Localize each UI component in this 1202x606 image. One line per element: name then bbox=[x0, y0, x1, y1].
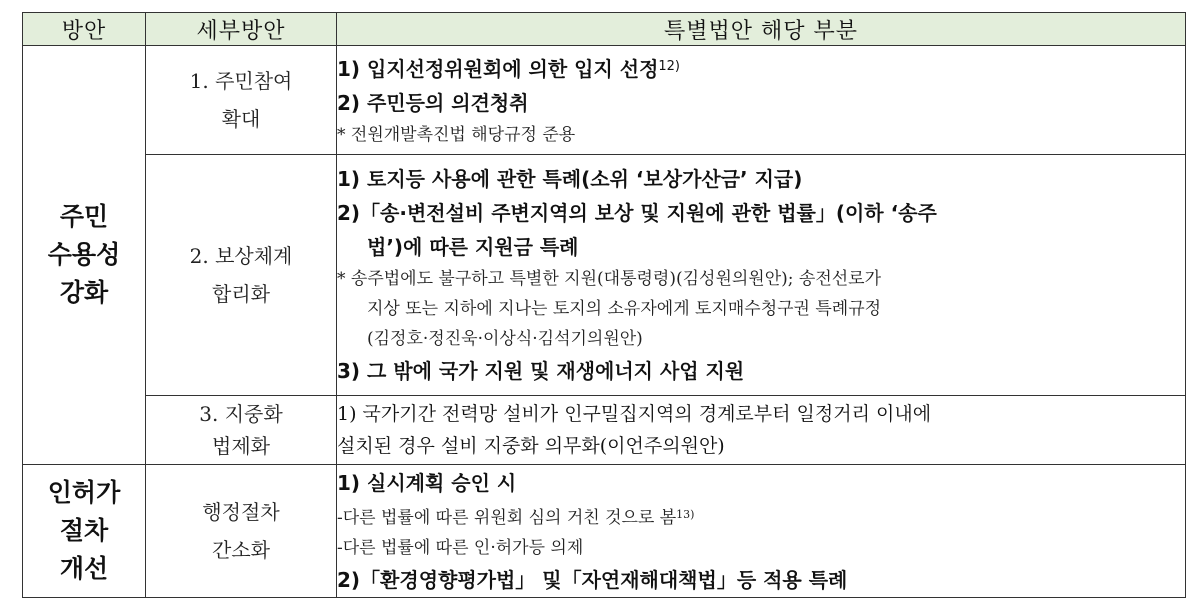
table-row bbox=[23, 46, 1186, 155]
category-label-line: 주민 bbox=[59, 202, 109, 231]
category-label-line: 절차 bbox=[59, 516, 109, 545]
table-row bbox=[23, 465, 1186, 598]
content-line: 설치된 경우 설비 지중화 의무화(이언주의원안) bbox=[337, 435, 725, 457]
category-permit-procedure bbox=[23, 465, 146, 598]
content-item-continuation: 법’)에 따른 지원금 특례 bbox=[367, 235, 579, 259]
content-item: 3) 그 밖에 국가 지원 및 재생에너지 사업 지원 bbox=[337, 359, 745, 383]
subplan-label-line: 법제화 bbox=[212, 434, 270, 458]
content-item: 1) 토지등 사용에 관한 특례(소위 ‘보상가산금’ 지급) bbox=[337, 167, 803, 191]
header-plan: 방안 bbox=[23, 13, 146, 46]
content-note-continuation: (김정호·정진욱·이상식·김석기의원안) bbox=[367, 329, 643, 349]
subplan-undergrounding bbox=[146, 396, 337, 465]
subplan-label-line: 간소화 bbox=[212, 538, 270, 562]
policy-table bbox=[22, 12, 1186, 598]
category-label-line: 개선 bbox=[59, 554, 109, 583]
category-resident-acceptance bbox=[23, 46, 146, 465]
subplan-label-line: 3. 지중화 bbox=[199, 402, 283, 426]
subplan-label-line: 1. 주민참여 bbox=[189, 69, 293, 93]
content-note bbox=[337, 500, 1185, 533]
row-content bbox=[337, 465, 1186, 598]
content-note: * 전원개발촉진법 해당규정 준용 bbox=[337, 125, 576, 145]
content-note: * 송주법에도 불구하고 특별한 지원(대통령령)(김성원의원안); 송전선로가 bbox=[337, 269, 882, 289]
row-content bbox=[337, 46, 1186, 155]
subplan-compensation bbox=[146, 155, 337, 396]
table-row bbox=[23, 396, 1186, 465]
footnote-ref: 13) bbox=[676, 507, 695, 521]
content-item: 2)「환경영향평가법」 및「자연재해대책법」등 적용 특례 bbox=[337, 567, 848, 592]
row-content bbox=[337, 396, 1186, 465]
table-row bbox=[23, 155, 1186, 396]
content-item bbox=[337, 50, 1185, 86]
content-note-text: -다른 법률에 따른 위원회 심의 거친 것으로 봄 bbox=[337, 507, 677, 528]
content-item: 1) 실시계획 승인 시 bbox=[337, 470, 517, 495]
category-label-line: 인허가 bbox=[47, 478, 121, 507]
content-note: -다른 법률에 따른 인·허가등 의제 bbox=[337, 537, 584, 558]
subplan-label-line: 행정절차 bbox=[202, 500, 280, 524]
footnote-ref: 12) bbox=[658, 59, 681, 74]
content-item-text: 1) 입지선정위원회에 의한 입지 선정 bbox=[337, 57, 659, 81]
category-label-line: 강화 bbox=[59, 278, 109, 307]
subplan-resident-participation bbox=[146, 46, 337, 155]
row-content bbox=[337, 155, 1186, 396]
content-item: 2)「송·변전설비 주변지역의 보상 및 지원에 관한 법률」(이하 ‘송주 bbox=[337, 201, 937, 225]
content-item: 2) 주민등의 의견청취 bbox=[337, 91, 529, 115]
content-line: 1) 국가기간 전력망 설비가 인구밀집지역의 경계로부터 일정거리 이내에 bbox=[337, 403, 932, 425]
subplan-label-line: 확대 bbox=[221, 107, 261, 131]
subplan-label-line: 2. 보상체계 bbox=[189, 244, 293, 268]
header-detail-plan: 세부방안 bbox=[146, 13, 337, 46]
category-label-line: 수용성 bbox=[47, 240, 121, 269]
subplan-admin-simplification bbox=[146, 465, 337, 598]
subplan-label-line: 합리화 bbox=[212, 282, 270, 306]
header-special-act-part: 특별법안 해당 부분 bbox=[337, 13, 1186, 46]
content-note-continuation: 지상 또는 지하에 지나는 토지의 소유자에게 토지매수청구권 특례규정 bbox=[367, 299, 882, 319]
header-row bbox=[23, 13, 1186, 46]
